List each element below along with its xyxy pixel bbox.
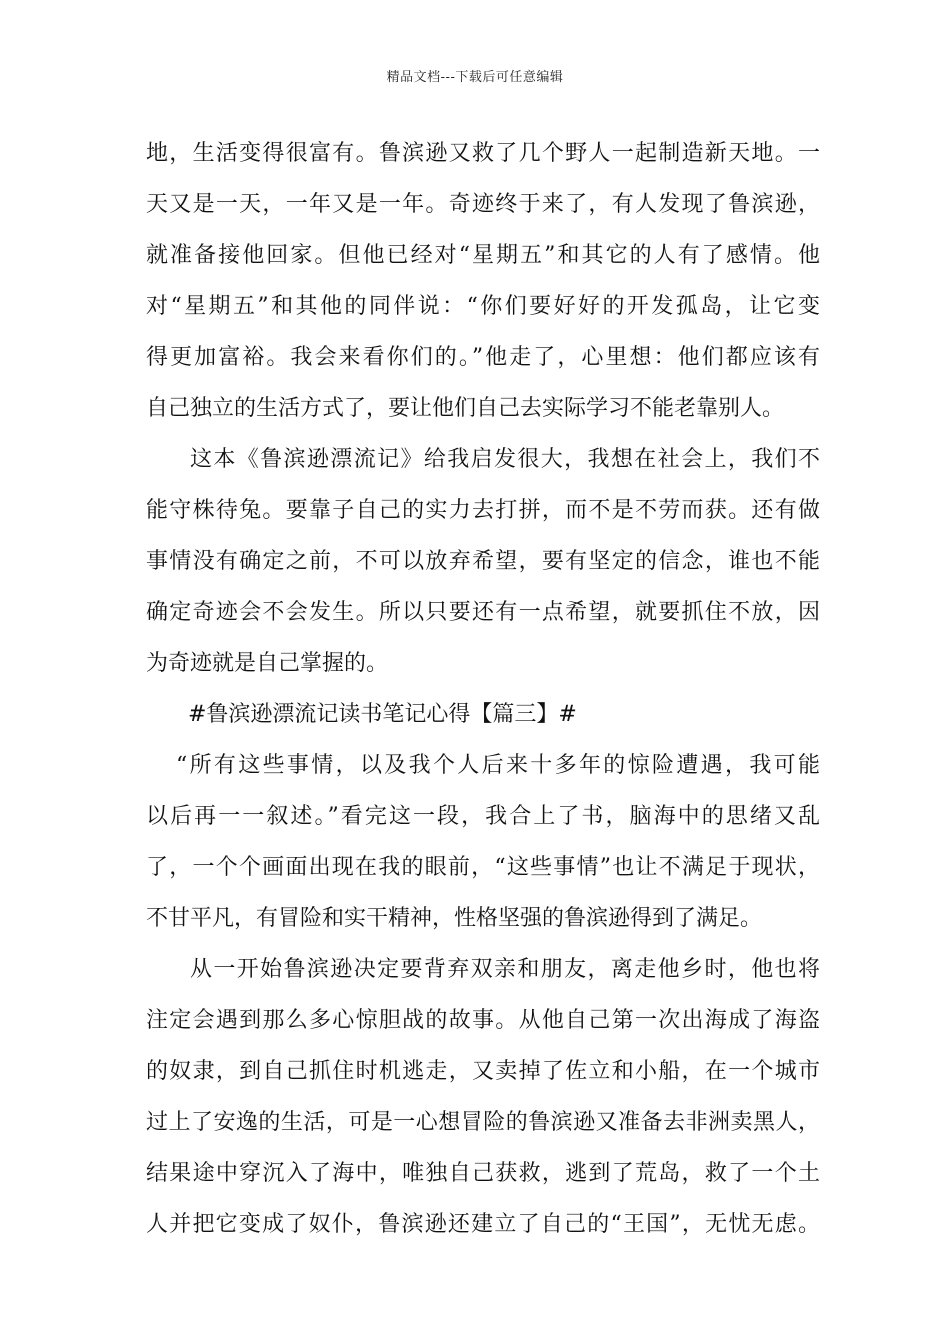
- text-line: 自己独立的生活方式了，要让他们自己去实际学习不能老靠别人。: [146, 396, 785, 421]
- text-line: 为奇迹就是自己掌握的。: [146, 651, 389, 676]
- text-line: “所有这些事情，以及我个人后来十多年的惊险遭遇，我可能: [176, 753, 820, 778]
- text-line: 以后再一一叙述。”看完这一段，我合上了书，脑海中的思绪又乱: [146, 804, 820, 829]
- text-line: 了，一个个画面出现在我的眼前，“这些事情”也让不满足于现状，: [146, 855, 820, 880]
- section-heading: #鲁滨逊漂流记读书笔记心得【篇三】#: [188, 702, 577, 727]
- text-line: 地，生活变得很富有。鲁滨逊又救了几个野人一起制造新天地。一: [146, 141, 820, 166]
- text-line: 从一开始鲁滨逊决定要背弃双亲和朋友，离走他乡时，他也将: [190, 957, 820, 982]
- text-line: 就准备接他回家。但他已经对“星期五”和其它的人有了感情。他: [146, 243, 820, 268]
- text-line: 结果途中穿沉入了海中，唯独自己获救，逃到了荒岛，救了一个土: [146, 1161, 820, 1186]
- text-line: 事情没有确定之前，不可以放弃希望，要有坚定的信念，谁也不能: [146, 549, 820, 574]
- text-line: 确定奇迹会不会发生。所以只要还有一点希望，就要抓住不放，因: [146, 600, 820, 625]
- text-line: 天又是一天，一年又是一年。奇迹终于来了，有人发现了鲁滨逊，: [146, 192, 820, 217]
- text-line: 人并把它变成了奴仆，鲁滨逊还建立了自己的“王国”，无忧无虑。: [146, 1212, 820, 1237]
- text-line: 得更加富裕。我会来看你们的。”他走了，心里想：他们都应该有: [146, 345, 820, 370]
- text-line: 能守株待兔。要靠子自己的实力去打拼，而不是不劳而获。还有做: [146, 498, 820, 523]
- text-line: 对“星期五”和其他的同伴说：“你们要好好的开发孤岛，让它变: [146, 294, 820, 319]
- text-line: 不甘平凡，有冒险和实干精神，性格坚强的鲁滨逊得到了满足。: [146, 906, 763, 931]
- text-line: 过上了安逸的生活，可是一心想冒险的鲁滨逊又准备去非洲卖黑人，: [146, 1110, 820, 1135]
- text-line: 这本《鲁滨逊漂流记》给我启发很大，我想在社会上，我们不: [190, 447, 820, 472]
- page-header: 精品文档---下载后可任意编辑: [386, 70, 564, 85]
- body-text: [146, 128, 820, 1250]
- text-line: 注定会遇到那么多心惊胆战的故事。从他自己第一次出海成了海盗: [146, 1008, 820, 1033]
- text-line: 的奴隶，到自己抓住时机逃走，又卖掉了佐立和小船，在一个城市: [146, 1059, 820, 1084]
